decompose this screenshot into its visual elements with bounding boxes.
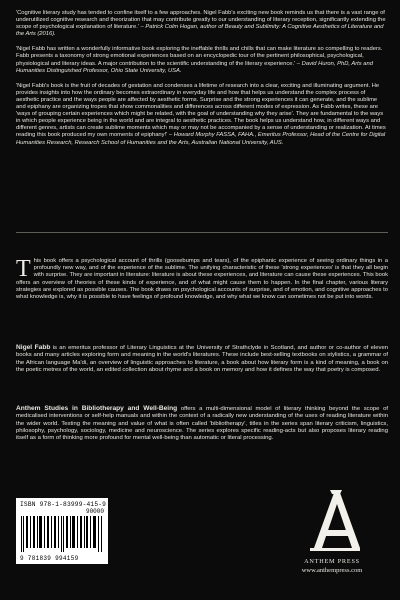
- isbn-barcode: [16, 498, 108, 564]
- book-description: [16, 258, 388, 301]
- endorsement-quote: [16, 46, 388, 74]
- publisher-name: ANTHEM PRESS: [304, 558, 360, 565]
- endorsement-quotes: [16, 10, 388, 155]
- series-name: Anthem Studies in Bibliotherapy and Well-Being: [16, 405, 178, 412]
- author-name: Nigel Fabb: [16, 344, 51, 351]
- author-bio-text: is an emeritus professor of Literary Linguistics at the University of Strathclyde in Scotland, and author or co-author of eleven books and many articles exploring form and meaning in the world's literatures. These include best-selling textbooks on stylistics, a grammar of the African language Ma'di, an overview of linguistic approaches to literature, a book about how literary form is a kind of meaning, a book on the poetic metres of the world, an edited collection about rhyme and a book on memory and how it defines the way that poetry is composed.: [16, 345, 389, 373]
- barcode-bars-icon: [20, 516, 104, 552]
- quote-text: 'Cognitive literary study has tended to confine itself to a few approaches. Nigel Fabb's exciting new book reminds us that there is a vast range of underutilized cognitive research and theorization that may contribute greatly to our understanding of literary reception, significantly extending the scope of psychological explanation of literature.' –: [16, 10, 386, 31]
- endorsement-quote: [16, 10, 388, 38]
- series-text: offers a multi-dimensional model of literary thinking beyond the scope of medicalised interventions or self-help manuals and within the context of a radically new understanding of the uses of reading literature within the wider world. Testing the meaning and value of what is often called 'bibliotherapy', titles in the series span literary criticism, linguistics, philosophy, psychology, sociology, medicine and neuroscience. The series explores specific reading-acts but also proposes literary reading itself as a form of thinking more profound for mental well-being than automatic or literal processing.: [16, 406, 389, 442]
- price-code: 90000: [85, 508, 104, 515]
- quote-text: 'Nigel Fabb has written a wonderfully informative book exploring the ineffable thrills and chills that can make literature so compelling to readers. Fabb presents a taxonomy of strong emotional experiences based on an encyclopedic tour of the pertinent philosophical, psychological, physiological and literary ideas. A major contribution to the scientific understanding of the literary experience.' –: [16, 46, 383, 67]
- series-description: [16, 405, 388, 442]
- publisher-website: www.anthempress.com: [301, 567, 363, 574]
- barcode-number: 9 781839 994159: [20, 555, 79, 562]
- description-text: his book offers a psychological account of thrills (goosebumps and tears), of the epiphanic experience of seeing ordinary things in a profoundly new way, and of the experience of the sublime. The unifying characteristic of these 'strong experiences' is that they all begin with surprise. They are important in literature: literature is about these experiences, and literature can cause these experiences. This book offers an overview of theories of these kinds of experience, and of what might cause them to happen. In the final chapter, various literary strategies are explored as possible causes. The book draws on psychological accounts of surprise, and of emotion, and cognitive approaches to what knowledge is, why it is possible to have feelings of profound knowledge, and why what we know can sometimes not be put into words.: [16, 258, 388, 301]
- quote-attribution: David Huron, PhD, Arts and Humanities Distinguished Professor, Ohio State University, USA.: [16, 60, 373, 74]
- author-bio: [16, 344, 388, 374]
- drop-cap: T: [16, 256, 31, 282]
- isbn-label: ISBN 978-1-83999-415-9: [20, 501, 107, 508]
- quote-attribution: Patrick Colm Hogan, author of Beauty and Sublimity: A Cognitive Aesthetics of Literature and the Arts (2016).: [16, 24, 384, 38]
- endorsement-quote: [16, 83, 388, 147]
- section-divider: [16, 232, 388, 233]
- quote-attribution: Howard Morphy FASSA, FAHA., Emeritus Professor, Head of the Centre for Digital Humanities Research, Research School of Humanities and the Arts, Australian National University, AUS.: [16, 132, 386, 146]
- quote-text: 'Nigel Fabb's book is the fruit of decades of gestation and condenses a lifetime of research into a clear, exciting and illuminating argument. He provides insights into how the ordinary becomes extraordinary in everyday life and how that helps us understand the complex process of aesthetic practice and the ways people are affected by aesthetic forms. Surprise and the strong experiences it can generate, and the sublime and epiphany are organizing tropes that show commonalities and differences across different modes of expression. As Fabb writes, these are 'ways of grouping certain experiences which might be related, with the goal of understanding why they arise'. They are fundamental to the ways in which people experience being in the world and are integral to aesthetic practices. The book helps us understand how, in different ways and different genres, artists can create sublime moments which may or may not be accompanied by a sense of understanding or realization. At times reading this book produced my own moments of epiphany!' –: [16, 82, 386, 139]
- anthem-a-logo-icon: [300, 486, 370, 556]
